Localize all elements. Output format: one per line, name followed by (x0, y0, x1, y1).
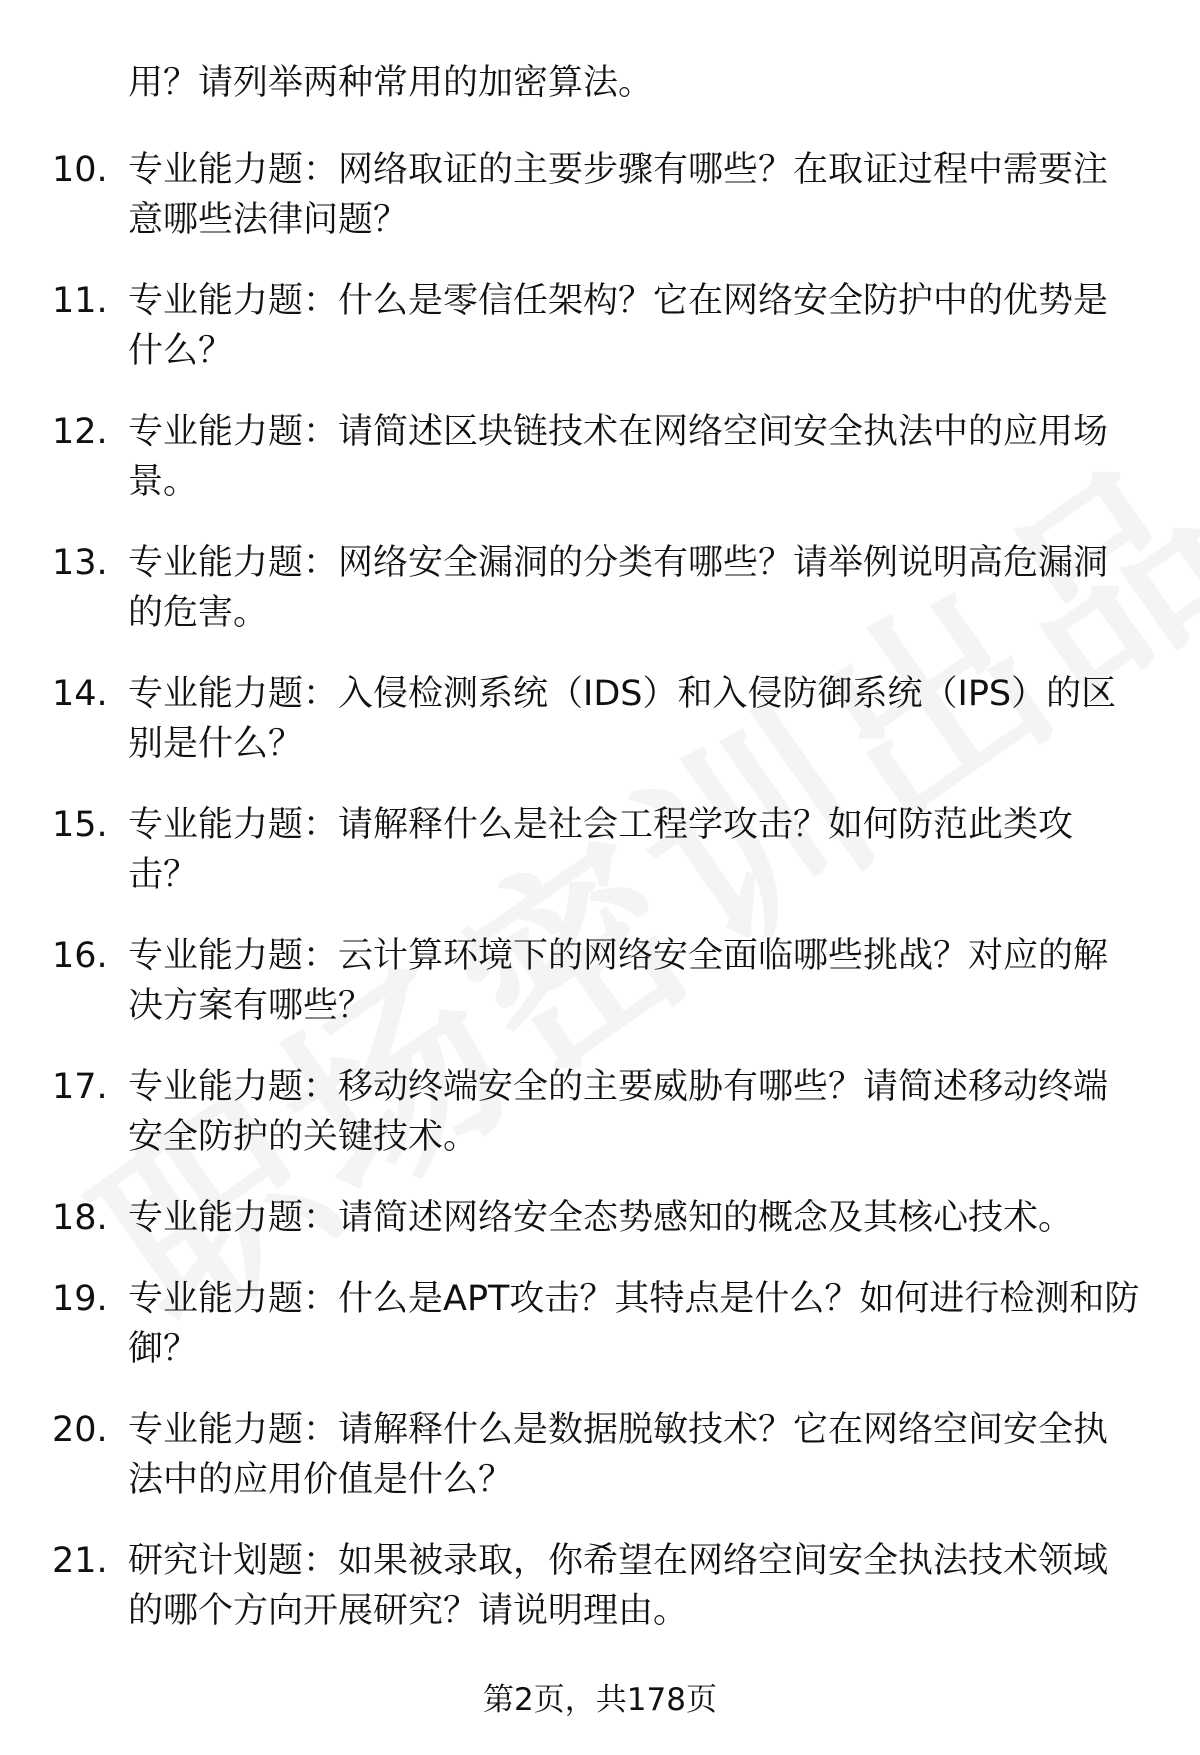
question-item (52, 1274, 1142, 1374)
question-text: 专业能力题：云计算环境下的网络安全面临哪些挑战？对应的解决方案有哪些？ (128, 936, 1109, 1026)
question-text: 专业能力题：请简述区块链技术在网络空间安全执法中的应用场景。 (128, 412, 1109, 502)
question-text: 专业能力题：请简述网络安全态势感知的概念及其核心技术。 (128, 1198, 1074, 1238)
question-text: 研究计划题：如果被录取，你希望在网络空间安全执法技术领域的哪个方向开展研究？请说明理由。 (128, 1541, 1109, 1631)
question-item (52, 145, 1142, 245)
question-item (52, 1062, 1142, 1162)
question-item (52, 931, 1142, 1031)
question-number: 20. (52, 1410, 108, 1450)
question-number: 16. (52, 936, 108, 976)
question-number: 11. (52, 281, 108, 321)
question-item (52, 1193, 1142, 1243)
page-footer: 第2页，共178页 (483, 1682, 717, 1718)
continuation-text: 用？请列举两种常用的加密算法。 (128, 63, 654, 103)
question-list (52, 145, 1142, 1667)
question-number: 21. (52, 1541, 108, 1581)
question-item (52, 276, 1142, 376)
question-item (52, 407, 1142, 507)
question-item (52, 1536, 1142, 1636)
question-text: 专业能力题：请解释什么是社会工程学攻击？如何防范此类攻击？ (128, 805, 1074, 895)
question-text: 专业能力题：网络取证的主要步骤有哪些？在取证过程中需要注意哪些法律问题？ (128, 150, 1109, 240)
question-item (52, 538, 1142, 638)
question-item (52, 1405, 1142, 1505)
question-number: 10. (52, 150, 108, 190)
question-number: 12. (52, 412, 108, 452)
question-text: 专业能力题：移动终端安全的主要威胁有哪些？请简述移动终端安全防护的关键技术。 (128, 1067, 1109, 1157)
question-item (52, 800, 1142, 900)
question-number: 19. (52, 1279, 108, 1319)
question-text: 专业能力题：什么是APT攻击？其特点是什么？如何进行检测和防御？ (128, 1279, 1140, 1369)
question-item (52, 669, 1142, 769)
question-text: 专业能力题：什么是零信任架构？它在网络安全防护中的优势是什么？ (128, 281, 1109, 371)
question-text: 专业能力题：请解释什么是数据脱敏技术？它在网络空间安全执法中的应用价值是什么？ (128, 1410, 1109, 1500)
question-number: 18. (52, 1198, 108, 1238)
question-number: 13. (52, 543, 108, 583)
question-text: 专业能力题：入侵检测系统（IDS）和入侵防御系统（IPS）的区别是什么？ (128, 674, 1117, 764)
question-number: 15. (52, 805, 108, 845)
question-number: 14. (52, 674, 108, 714)
question-number: 17. (52, 1067, 108, 1107)
question-text: 专业能力题：网络安全漏洞的分类有哪些？请举例说明高危漏洞的危害。 (128, 543, 1109, 633)
